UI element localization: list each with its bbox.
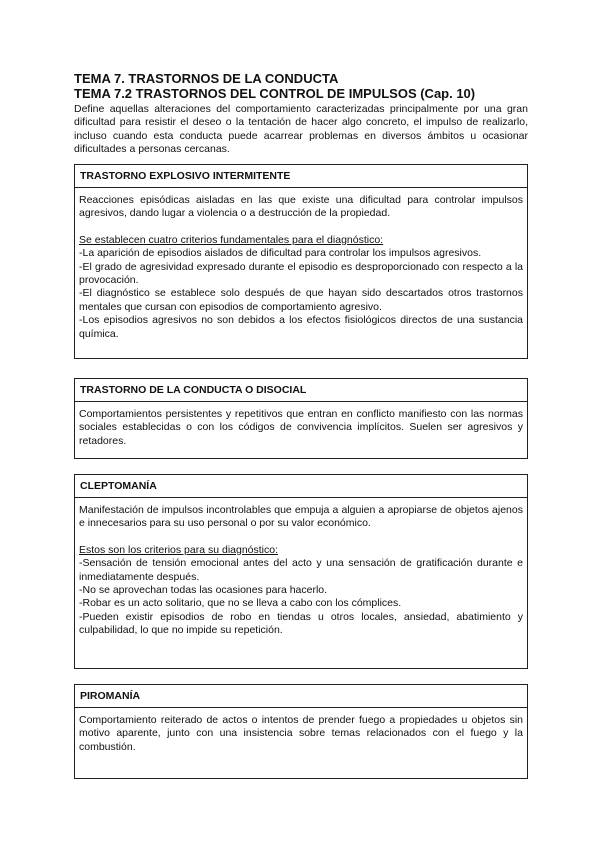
box-trastorno-disocial	[74, 378, 528, 459]
box-title: PIROMANÍA	[75, 685, 527, 708]
box-trastorno-explosivo	[74, 164, 528, 359]
criteria-item: -La aparición de episodios aislados de dificultad para controlar los impulsos agresivos.	[79, 247, 482, 260]
criteria-item: -El grado de agresividad expresado durante el episodio es desproporcionado con respecto a la provocación.	[79, 260, 523, 287]
intro-paragraph: Define aquellas alteraciones del comportamiento caracterizadas principalmente por una gran dificultad para resistir el deseo o la tentación de hacer algo concreto, el impulso de realizarlo, incluso cuando esta conducta puede acarrear problemas en diversos ámbitos u ocasionar dificultades a personas cercanas.	[74, 103, 528, 156]
box-description: Manifestación de impulsos incontrolables que empuja a alguien a apropiarse de objetos ajenos e innecesarios para su uso personal o por su valor económico.	[79, 504, 523, 530]
criteria-item: -El diagnóstico se establece solo después de que hayan sido descartados otros trastornos mentales que cursan con episodios de comportamiento agresivo.	[79, 287, 523, 313]
criteria-item: -Pueden existir episodios de robo en tiendas u otros locales, ansiedad, abatimiento y culpabilidad, lo que no impide su repetición.	[79, 610, 523, 637]
box-title: TRASTORNO DE LA CONDUCTA O DISOCIAL	[75, 379, 527, 402]
criteria-title: Se establecen cuatro criterios fundamentales para el diagnóstico:	[79, 233, 384, 246]
box-description: Comportamiento reiterado de actos o intentos de prender fuego a propiedades u objetos sin motivo aparente, junto con una insistencia sobre temas relacionados con el fuego y la combustión.	[79, 714, 523, 753]
criteria-item: -Sensación de tensión emocional antes del acto y una sensación de gratificación durante e inmediatamente después.	[79, 557, 523, 583]
section-title: TEMA 7.2 TRASTORNOS DEL CONTROL DE IMPULSOS (Cap. 10)	[74, 86, 476, 101]
box-piromania	[74, 684, 528, 779]
box-description: Reacciones episódicas aisladas en las que existe una dificultad para controlar impulsos agresivos, dando lugar a violencia o a destrucción de la propiedad.	[79, 194, 523, 220]
criteria-item: -No se aprovechan todas las ocasiones para hacerlo.	[79, 584, 328, 597]
box-description: Comportamientos persistentes y repetitivos que entran en conflicto manifiesto con las normas sociales establecidas o con los códigos de convivencia implícitos. Suelen ser agresivos y retadores.	[79, 408, 523, 447]
document-header	[74, 71, 528, 157]
box-title: TRASTORNO EXPLOSIVO INTERMITENTE	[75, 165, 527, 188]
box-cleptomania	[74, 474, 528, 669]
criteria-item: -Robar es un acto solitario, que no se lleva a cabo con los cómplices.	[79, 597, 402, 610]
chapter-title: TEMA 7. TRASTORNOS DE LA CONDUCTA	[74, 71, 339, 86]
box-title: CLEPTOMANÍA	[75, 475, 527, 498]
criteria-item: -Los episodios agresivos no son debidos a los efectos fisiológicos directos de una sustancia química.	[79, 314, 523, 340]
criteria-title: Estos son los criterios para su diagnóstico:	[79, 543, 279, 556]
